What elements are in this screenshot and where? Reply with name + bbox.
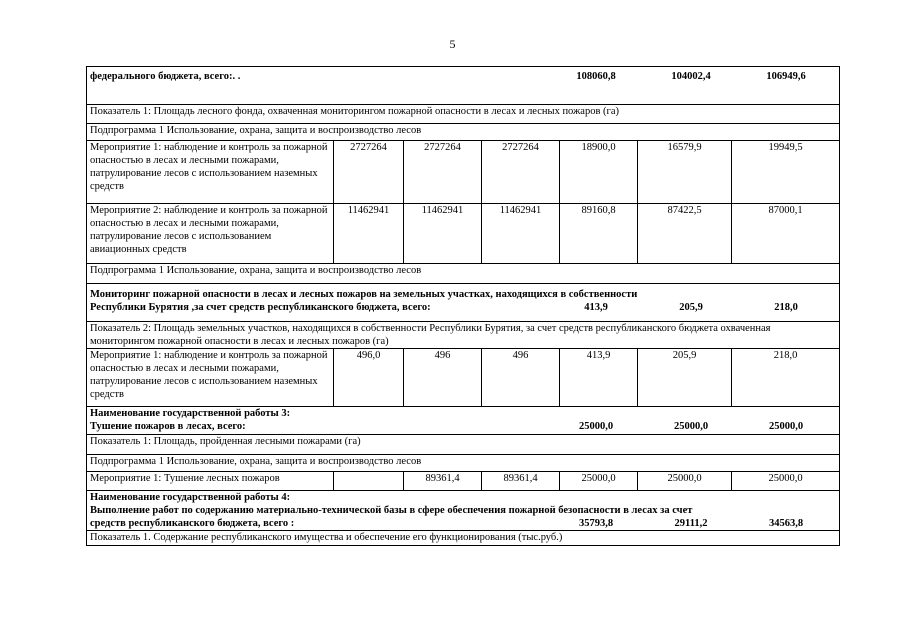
value-2020: 205,9 bbox=[679, 302, 703, 313]
subprogram-text: Подпрограмма 1 Использование, охрана, защита и воспроизводство лесов bbox=[87, 264, 840, 284]
row-heading: Мониторинг пожарной опасности в лесах и лесных пожаров на земельных участках, находящихся в собственности bbox=[90, 289, 638, 300]
value-cell: 205,9 bbox=[638, 349, 732, 407]
row-label: средств республиканского бюджета, всего : bbox=[90, 518, 295, 529]
table-row bbox=[87, 407, 840, 435]
value-cell: 16579,9 bbox=[638, 141, 732, 204]
value-cell: 2727264 bbox=[334, 141, 404, 204]
work-4-total-cell bbox=[87, 491, 840, 531]
value-cell: 2727264 bbox=[482, 141, 560, 204]
value-2021: 106949,6 bbox=[766, 71, 806, 82]
measure-label: Мероприятие 1: наблюдение и контроль за пожарной опасностью в лесах и лесными пожарами, патрулирование лесов с использованием наземных средств bbox=[87, 141, 334, 204]
row-label: Республики Бурятия ,за счет средств республиканского бюджета, всего: bbox=[90, 302, 431, 313]
value-2019: 35793,8 bbox=[578, 518, 614, 529]
value-cell: 496 bbox=[404, 349, 482, 407]
value-cell: 25000,0 bbox=[560, 472, 638, 491]
table-row bbox=[87, 124, 840, 141]
value-cell: 89361,4 bbox=[404, 472, 482, 491]
row-label: федерального бюджета, всего:. . bbox=[90, 71, 241, 82]
table-row bbox=[87, 472, 840, 491]
table-row bbox=[87, 141, 840, 204]
value-cell: 87000,1 bbox=[732, 204, 840, 264]
indicator-text: Показатель 1: Площадь лесного фонда, охваченная мониторингом пожарной опасности в лесах и лесных пожаров (га) bbox=[87, 105, 840, 124]
table-row bbox=[87, 204, 840, 264]
indicator-text: Показатель 1. Содержание республиканского имущества и обеспечение его функционирования (тыс.руб.) bbox=[87, 531, 840, 546]
work-3-total-cell bbox=[87, 407, 840, 435]
budget-table bbox=[86, 66, 840, 546]
value-cell: 11462941 bbox=[482, 204, 560, 264]
value-cell: 18900,0 bbox=[560, 141, 638, 204]
measure-label: Мероприятие 1: Тушение лесных пожаров bbox=[87, 472, 334, 491]
row-label: Тушение пожаров в лесах, всего: bbox=[90, 421, 246, 432]
value-2021: 218,0 bbox=[774, 302, 798, 313]
table-row bbox=[87, 264, 840, 284]
value-cell: 89160,8 bbox=[560, 204, 638, 264]
value-2021: 34563,8 bbox=[768, 518, 804, 529]
federal-budget-total-cell bbox=[87, 67, 840, 105]
value-2019: 25000,0 bbox=[578, 421, 614, 432]
value-cell: 25000,0 bbox=[638, 472, 732, 491]
value-cell: 496,0 bbox=[334, 349, 404, 407]
measure-label: Мероприятие 1: наблюдение и контроль за пожарной опасностью в лесах и лесными пожарами, патрулирование лесов с использованием наземных средств bbox=[87, 349, 334, 407]
value-cell: 11462941 bbox=[334, 204, 404, 264]
table-row bbox=[87, 491, 840, 531]
row-heading: Наименование государственной работы 4: bbox=[90, 492, 291, 503]
page-number: 5 bbox=[449, 37, 456, 51]
table-row bbox=[87, 455, 840, 472]
value-cell bbox=[334, 472, 404, 491]
value-cell: 218,0 bbox=[732, 349, 840, 407]
value-2019: 108060,8 bbox=[576, 71, 616, 82]
value-cell: 87422,5 bbox=[638, 204, 732, 264]
monitoring-total-cell bbox=[87, 284, 840, 322]
indicator-text: Показатель 2: Площадь земельных участков, находящихся в собственности Республики Бурятия, за счет средств республиканского бюджета охваченная мониторингом пожарной опасности в лесах и лесных пожаров (га) bbox=[87, 322, 840, 349]
value-2020: 25000,0 bbox=[673, 421, 709, 432]
indicator-text: Показатель 1: Площадь, пройденная лесными пожарами (га) bbox=[87, 435, 840, 455]
table-row bbox=[87, 531, 840, 546]
value-cell: 89361,4 bbox=[482, 472, 560, 491]
value-cell: 496 bbox=[482, 349, 560, 407]
subprogram-text: Подпрограмма 1 Использование, охрана, защита и воспроизводство лесов bbox=[87, 455, 840, 472]
subprogram-text: Подпрограмма 1 Использование, охрана, защита и воспроизводство лесов bbox=[87, 124, 840, 141]
table-row bbox=[87, 435, 840, 455]
value-2019: 413,9 bbox=[584, 302, 608, 313]
value-2020: 104002,4 bbox=[671, 71, 711, 82]
table-row bbox=[87, 105, 840, 124]
table-row bbox=[87, 284, 840, 322]
value-2021: 25000,0 bbox=[768, 421, 804, 432]
table-row bbox=[87, 322, 840, 349]
value-cell: 413,9 bbox=[560, 349, 638, 407]
table-row bbox=[87, 67, 840, 105]
value-cell: 11462941 bbox=[404, 204, 482, 264]
row-heading: Наименование государственной работы 3: bbox=[90, 408, 291, 419]
table-row bbox=[87, 349, 840, 407]
row-heading: Выполнение работ по содержанию материально-технической базы в сфере обеспечения пожарной безопасности в лесах за счет bbox=[90, 505, 693, 516]
value-cell: 19949,5 bbox=[732, 141, 840, 204]
measure-label: Мероприятие 2: наблюдение и контроль за пожарной опасностью в лесах и лесными пожарами, патрулирование лесов с использованием авиационных средств bbox=[87, 204, 334, 264]
value-cell: 25000,0 bbox=[732, 472, 840, 491]
value-cell: 2727264 bbox=[404, 141, 482, 204]
value-2020: 29111,2 bbox=[674, 518, 708, 529]
